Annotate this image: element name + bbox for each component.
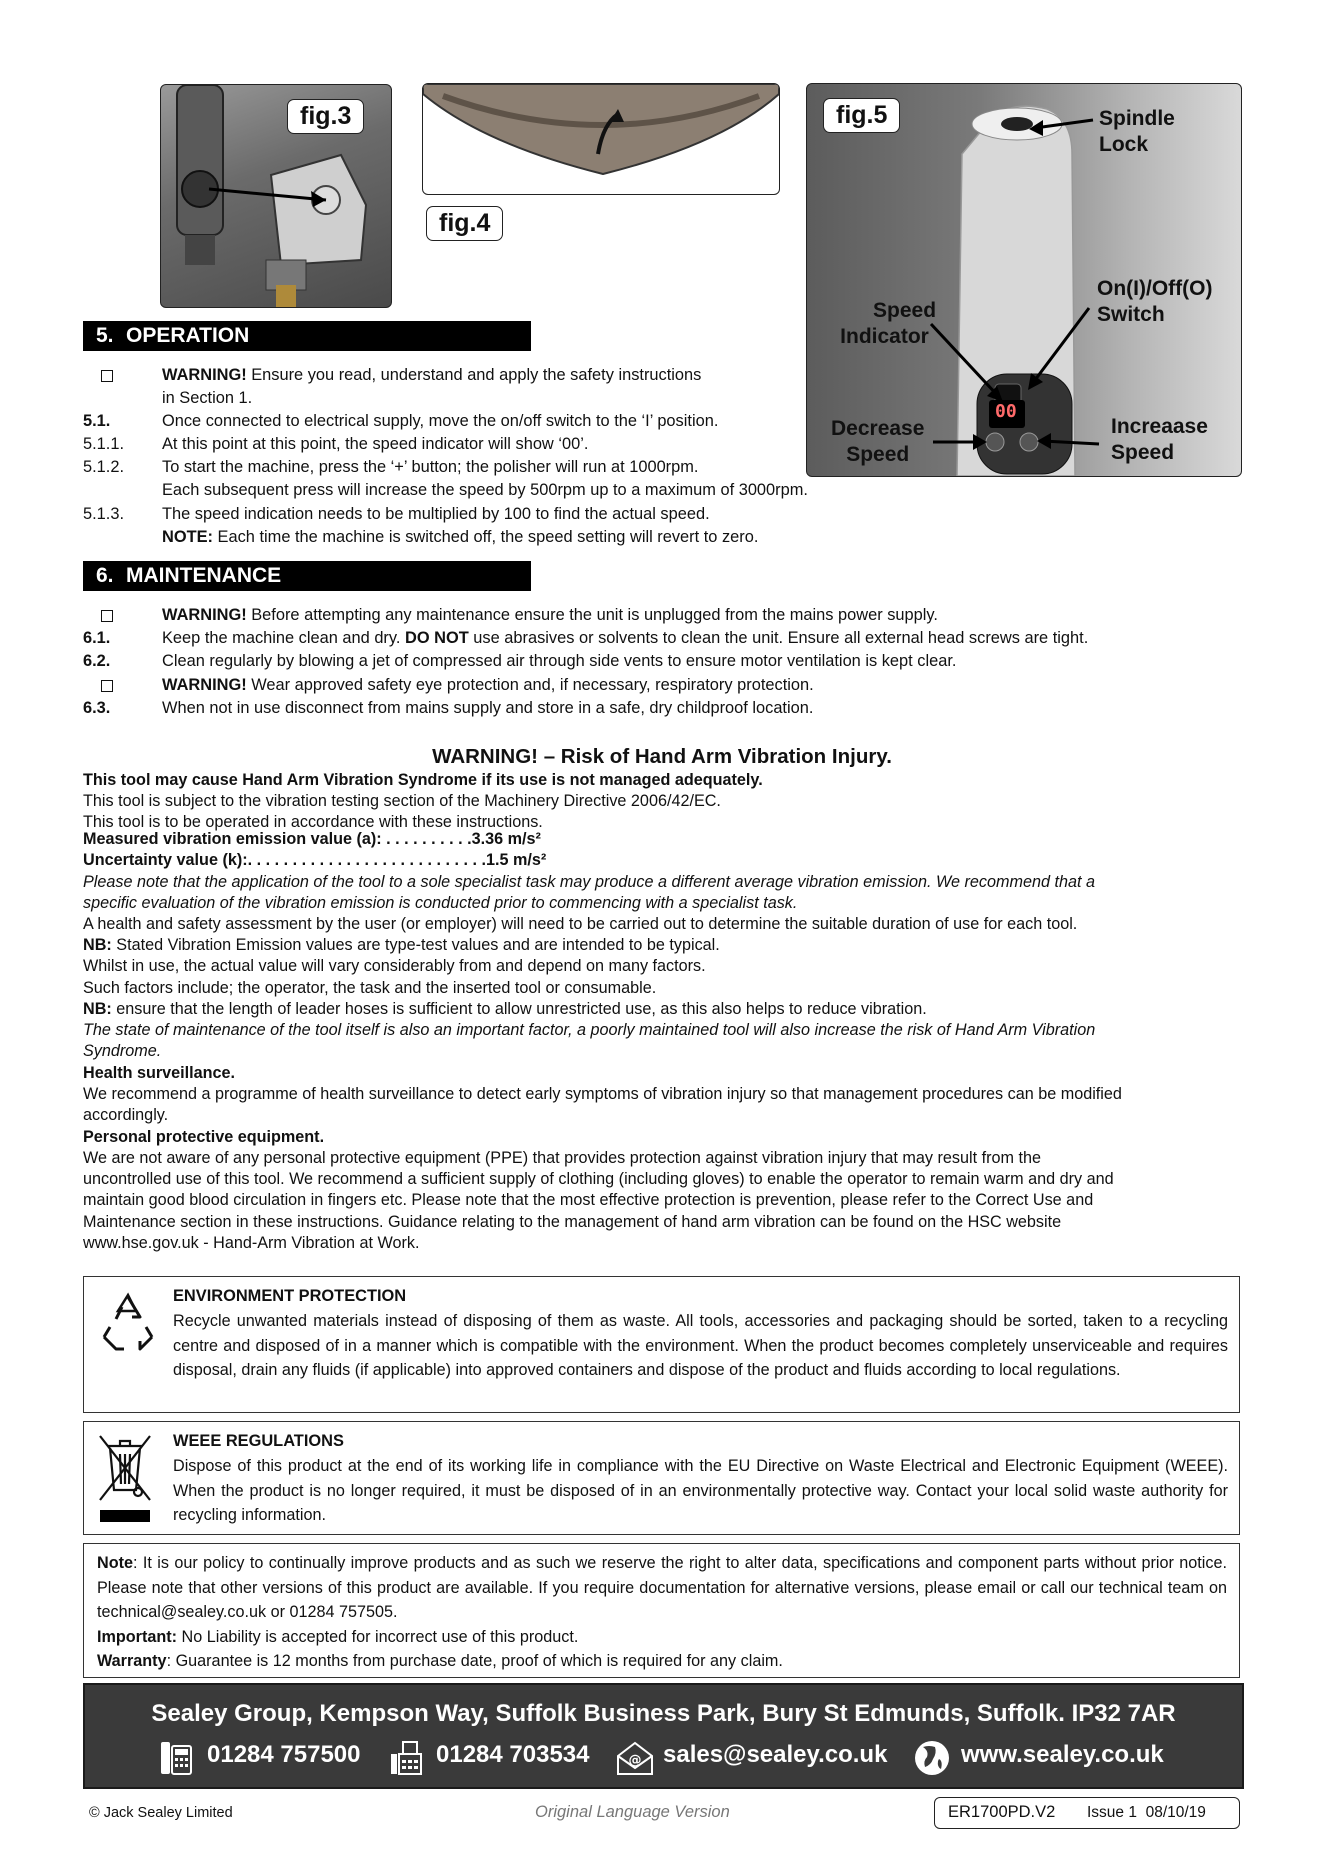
vibration-text: Maintenance section in these instructions. Guidance relating to the management of hand arm vibration can be found on the HSC website (83, 1213, 1062, 1231)
fig4-illustration (423, 84, 779, 194)
callout-spindle-lock: Spindle Lock (1099, 107, 1175, 156)
operation-item: The speed indication needs to be multiplied by 100 to find the actual speed. (162, 505, 710, 523)
operation-note: NOTE: Each time the machine is switched off, the speed setting will revert to zero. (162, 528, 759, 546)
note-text: Note: It is our policy to continually improve products and as such we reserve the right to alter data, specifications and component parts without prior notice. Please note that other versions of this product are available. If you require documentation for alternative versions, please email or call our technical team on technical@sealey.co.uk or 01284 757505. (97, 1554, 1227, 1621)
company-address: Sealey Group, Kempson Way, Suffolk Business Park, Bury St Edmunds, Suffolk. IP32 7AR (151, 1700, 1176, 1727)
vibration-title: WARNING! – Risk of Hand Arm Vibration Injury. (432, 745, 892, 768)
vibration-text: The state of maintenance of the tool itself is also an important factor, a poorly maintained tool will also increase the risk of Hand Arm Vibration (83, 1021, 1096, 1039)
vibration-text: Syndrome. (83, 1042, 162, 1060)
environment-title: ENVIRONMENT PROTECTION (173, 1287, 407, 1305)
vibration-text: This tool is subject to the vibration testing section of the Machinery Directive 2006/42/EC. (83, 792, 721, 810)
fig3-label: fig.3 (287, 99, 364, 134)
crossed-bin-icon (94, 1432, 156, 1524)
issue-date: Issue 1 08/10/19 (1087, 1804, 1206, 1821)
vibration-text: We are not aware of any personal protective equipment (PPE) that provides protection against vibration injury that may result from the (83, 1149, 1041, 1167)
fig4-label: fig.4 (426, 206, 503, 241)
vibration-uncertainty-value: Uncertainty value (k):. . . . . . . . . . . . . . . . . . . . . . . . . . .1.5 m/s² (83, 851, 547, 869)
vibration-text: accordingly. (83, 1106, 169, 1124)
item-num: 5.1. (83, 412, 111, 430)
maintenance-item: Clean regularly by blowing a jet of compressed air through side vents to ensure motor ventilation is kept clear. (162, 652, 957, 670)
vibration-text: maintain good blood circulation in fingers etc. Please note that the most effective protection is prevention, please refer to the Correct Use and (83, 1191, 1094, 1209)
vibration-text: This tool is to be operated in accordance with these instructions. (83, 813, 543, 831)
maintenance-warning: WARNING! Wear approved safety eye protection and, if necessary, respiratory protection. (162, 676, 814, 694)
operation-item: At this point at this point, the speed indicator will show ‘00’. (162, 435, 589, 453)
document-code: ER1700PD.V2 (948, 1803, 1056, 1821)
vibration-subtitle: This tool may cause Hand Arm Vibration Syndrome if its use is not managed adequately. (83, 771, 763, 789)
warning-bullet (101, 680, 113, 692)
vibration-text: Please note that the application of the tool to a sole specialist task may produce a different average vibration emission. We recommend that a (83, 873, 1095, 891)
vibration-text: Such factors include; the operator, the task and the inserted tool or consumable. (83, 979, 657, 997)
item-num: 6.1. (83, 629, 111, 647)
item-num: 5.1.2. (83, 458, 125, 476)
fax-icon (389, 1740, 423, 1776)
figure-3 (160, 84, 392, 308)
email-icon (615, 1740, 655, 1776)
website-url[interactable]: www.sealey.co.uk (961, 1741, 1164, 1768)
vibration-text: Whilst in use, the actual value will vary considerably from and depend on many factors. (83, 957, 706, 975)
phone-icon (159, 1740, 193, 1776)
item-num: 6.2. (83, 652, 111, 670)
vibration-text: specific evaluation of the vibration emission is conducted prior to commencing with a specialist task. (83, 894, 798, 912)
weee-regulations-box (83, 1421, 1240, 1535)
weee-text: Dispose of this product at the end of its working life in compliance with the EU Directive on Waste Electrical and Electronic Equipment (WEEE). When the product is no longer required, it must be disposed of in an environmentally protective way. Contact your local solid waste authority for recycling information. (173, 1457, 1228, 1524)
callout-on-off-switch: On(I)/Off(O) Switch (1097, 277, 1213, 326)
item-num: 5.1.1. (83, 435, 125, 453)
email-address[interactable]: sales@sealey.co.uk (663, 1741, 888, 1768)
weee-title: WEEE REGULATIONS (173, 1432, 344, 1450)
item-num: 5.1.3. (83, 505, 125, 523)
environment-text: Recycle unwanted materials instead of disposing of them as waste. All tools, accessories and packaging should be sorted, taken to a recycling centre and disposed of in a manner which is compatible with the environment. When the product becomes completely unserviceable and requires disposal, drain any fluids (if applicable) into approved containers and dispose of the product and fluids according to local regulations. (173, 1312, 1228, 1379)
fig5-label: fig.5 (823, 98, 900, 133)
operation-item: To start the machine, press the ‘+’ button; the polisher will run at 1000rpm. (162, 458, 699, 476)
operation-warning: WARNING! Ensure you read, understand and apply the safety instructions (162, 366, 702, 384)
health-surveillance-heading: Health surveillance. (83, 1064, 236, 1082)
figure-5 (806, 83, 1242, 477)
environment-protection-box (83, 1276, 1240, 1413)
note-box (83, 1543, 1240, 1678)
recycle-icon (96, 1291, 160, 1355)
phone-number[interactable]: 01284 757500 (207, 1741, 361, 1768)
vibration-text: NB: Stated Vibration Emission values are type-test values and are intended to be typical. (83, 936, 720, 954)
operation-item: Once connected to electrical supply, move the on/off switch to the ‘I’ position. (162, 412, 719, 430)
vibration-text: NB: ensure that the length of leader hoses is sufficient to allow unrestricted use, as this also helps to reduce vibration. (83, 1000, 927, 1018)
ppe-heading: Personal protective equipment. (83, 1128, 325, 1146)
operation-warning-cont: in Section 1. (162, 389, 253, 407)
document-code-box (934, 1797, 1240, 1829)
important-text: Important: No Liability is accepted for incorrect use of this product. (97, 1628, 579, 1646)
warranty-text: Warranty: Guarantee is 12 months from purchase date, proof of which is required for any claim. (97, 1652, 783, 1670)
vibration-emission-value: Measured vibration emission value (a): . . . . . . . . . .3.36 m/s² (83, 830, 541, 848)
language-version: Original Language Version (535, 1803, 730, 1821)
item-num: 6.3. (83, 699, 111, 717)
contact-footer (83, 1683, 1244, 1789)
globe-icon (913, 1739, 951, 1777)
warning-bullet (101, 370, 113, 382)
callout-speed-indicator: Speed Indicator (840, 299, 937, 348)
fax-number[interactable]: 01284 703534 (436, 1741, 590, 1768)
maintenance-warning: WARNING! Before attempting any maintenance ensure the unit is unplugged from the mains power supply. (162, 606, 938, 624)
speed-display: 00 (995, 401, 1017, 422)
figure-4 (422, 83, 780, 195)
maintenance-item: When not in use disconnect from mains supply and store in a safe, dry childproof location. (162, 699, 814, 717)
svg-text:@: @ (628, 1753, 642, 1768)
hse-link-text: www.hse.gov.uk - Hand-Arm Vibration at Work. (83, 1234, 420, 1252)
vibration-text: uncontrolled use of this tool. We recommend a sufficient supply of clothing (including gloves) to enable the operator to remain warm and dry and (83, 1170, 1114, 1188)
copyright: © Jack Sealey Limited (89, 1805, 233, 1821)
vibration-text: A health and safety assessment by the user (or employer) will need to be carried out to determine the suitable duration of use for each tool. (83, 915, 1078, 933)
maintenance-item: Keep the machine clean and dry. DO NOT use abrasives or solvents to clean the unit. Ensure all external head screws are tight. (162, 629, 1089, 647)
callout-increase-speed: Increaase Speed (1111, 415, 1208, 464)
callout-decrease-speed: Decrease Speed (831, 417, 925, 466)
vibration-text: We recommend a programme of health surveillance to detect early symptoms of vibration injury so that management procedures can be modified (83, 1085, 1122, 1103)
warning-bullet (101, 610, 113, 622)
section-header-maintenance: 6. MAINTENANCE (83, 561, 531, 591)
section-header-operation: 5. OPERATION (83, 321, 531, 351)
operation-item: Each subsequent press will increase the speed by 500rpm up to a maximum of 3000rpm. (162, 481, 808, 499)
